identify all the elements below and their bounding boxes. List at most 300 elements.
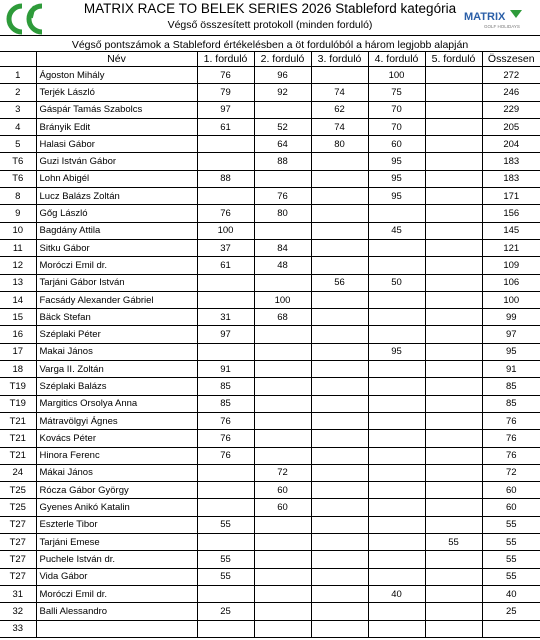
round-5-cell [425, 291, 482, 308]
rank-cell: T27 [0, 551, 36, 568]
round-3-cell: 74 [311, 84, 368, 101]
name-cell: Gőg László [36, 205, 197, 222]
round-3-cell [311, 170, 368, 187]
round-5-cell [425, 188, 482, 205]
round-4-cell [368, 395, 425, 412]
round-3-cell [311, 326, 368, 343]
round-1-cell: 76 [197, 412, 254, 429]
round-3-cell [311, 222, 368, 239]
round-1-cell [197, 499, 254, 516]
round-4-cell: 95 [368, 188, 425, 205]
round-4-cell: 75 [368, 84, 425, 101]
rank-cell: 32 [0, 603, 36, 620]
round-4-cell [368, 257, 425, 274]
round-1-cell: 100 [197, 222, 254, 239]
round-5-cell [425, 516, 482, 533]
round-1-cell: 76 [197, 205, 254, 222]
round-5-cell [425, 326, 482, 343]
round-5-cell [425, 222, 482, 239]
table-row [0, 482, 540, 499]
round-2-cell [254, 551, 311, 568]
table-row [0, 101, 540, 118]
round-3-cell [311, 620, 368, 637]
table-row [0, 291, 540, 308]
round-4-cell [368, 516, 425, 533]
name-cell: Gáspár Tamás Szabolcs [36, 101, 197, 118]
total-cell: 109 [482, 257, 540, 274]
total-cell: 76 [482, 447, 540, 464]
total-cell: 55 [482, 568, 540, 585]
round-4-cell [368, 620, 425, 637]
round-4-cell: 40 [368, 585, 425, 602]
rank-cell: 8 [0, 188, 36, 205]
rank-cell: 14 [0, 291, 36, 308]
round-1-cell: 97 [197, 101, 254, 118]
round-3-cell: 74 [311, 118, 368, 135]
name-cell: Facsády Alexander Gábriel [36, 291, 197, 308]
round-4-cell: 45 [368, 222, 425, 239]
round-2-cell [254, 170, 311, 187]
rank-cell: 11 [0, 239, 36, 256]
round-2-cell [254, 395, 311, 412]
page-title: MATRIX RACE TO BELEK SERIES 2026 Stableford kategória [83, 1, 457, 16]
round-4-cell [368, 499, 425, 516]
name-cell: Bagdány Attila [36, 222, 197, 239]
round-4-cell [368, 447, 425, 464]
round-3-cell [311, 412, 368, 429]
round-2-cell [254, 534, 311, 551]
name-cell: Moróczi Emil dr. [36, 585, 197, 602]
col-header-round-2: 2. forduló [254, 52, 311, 67]
round-5-cell [425, 378, 482, 395]
name-cell: Gyenes Anikó Katalin [36, 499, 197, 516]
round-3-cell [311, 291, 368, 308]
rank-cell: T27 [0, 534, 36, 551]
round-3-cell [311, 343, 368, 360]
round-4-cell [368, 534, 425, 551]
round-4-cell: 100 [368, 67, 425, 84]
round-5-cell [425, 482, 482, 499]
name-cell: Eszterle Tibor [36, 516, 197, 533]
total-cell: 25 [482, 603, 540, 620]
round-4-cell [368, 464, 425, 481]
round-1-cell [197, 153, 254, 170]
round-4-cell [368, 412, 425, 429]
round-1-cell: 76 [197, 447, 254, 464]
rank-cell: T25 [0, 482, 36, 499]
round-1-cell [197, 620, 254, 637]
name-cell: Lucz Balázs Zoltán [36, 188, 197, 205]
table-row [0, 326, 540, 343]
table-row [0, 170, 540, 187]
rank-cell: 3 [0, 101, 36, 118]
round-4-cell [368, 291, 425, 308]
name-cell: Lohn Abigél [36, 170, 197, 187]
round-1-cell: 37 [197, 239, 254, 256]
name-cell: Ágoston Mihály [36, 67, 197, 84]
round-5-cell [425, 309, 482, 326]
table-row [0, 118, 540, 135]
round-3-cell [311, 603, 368, 620]
round-4-cell [368, 551, 425, 568]
round-3-cell [311, 239, 368, 256]
round-2-cell: 84 [254, 239, 311, 256]
total-cell: 55 [482, 534, 540, 551]
round-3-cell [311, 585, 368, 602]
round-3-cell [311, 534, 368, 551]
round-1-cell: 25 [197, 603, 254, 620]
round-5-cell [425, 430, 482, 447]
round-4-cell: 95 [368, 343, 425, 360]
rank-cell: 33 [0, 620, 36, 637]
name-cell: Terjék László [36, 84, 197, 101]
round-3-cell: 56 [311, 274, 368, 291]
round-2-cell: 96 [254, 67, 311, 84]
round-2-cell [254, 222, 311, 239]
table-row [0, 205, 540, 222]
total-cell: 156 [482, 205, 540, 222]
table-row [0, 188, 540, 205]
table-row [0, 343, 540, 360]
table-row [0, 603, 540, 620]
rank-cell: T27 [0, 568, 36, 585]
rank-cell: 4 [0, 118, 36, 135]
rank-cell: 10 [0, 222, 36, 239]
round-3-cell [311, 67, 368, 84]
total-cell: 60 [482, 482, 540, 499]
name-cell: Hinora Ferenc [36, 447, 197, 464]
round-1-cell: 55 [197, 551, 254, 568]
table-header-row [0, 52, 540, 67]
round-3-cell [311, 447, 368, 464]
total-cell: 95 [482, 343, 540, 360]
page-subtitle: Végső összesített protokoll (minden forduló) [167, 19, 373, 31]
round-1-cell: 61 [197, 257, 254, 274]
name-cell: Moróczi Emil dr. [36, 257, 197, 274]
round-5-cell [425, 603, 482, 620]
name-cell: Margitics Orsolya Anna [36, 395, 197, 412]
name-cell: Halasi Gábor [36, 136, 197, 153]
name-cell: Tarjáni Gábor István [36, 274, 197, 291]
round-2-cell: 60 [254, 499, 311, 516]
rank-cell: T21 [0, 412, 36, 429]
table-row [0, 67, 540, 84]
rank-cell: T27 [0, 516, 36, 533]
total-cell: 55 [482, 516, 540, 533]
round-1-cell: 85 [197, 378, 254, 395]
table-row [0, 568, 540, 585]
round-2-cell: 48 [254, 257, 311, 274]
rank-cell: 31 [0, 585, 36, 602]
col-header-round-1: 1. forduló [197, 52, 254, 67]
rank-cell: 15 [0, 309, 36, 326]
round-3-cell [311, 257, 368, 274]
rank-cell: 2 [0, 84, 36, 101]
rank-cell: T19 [0, 395, 36, 412]
round-1-cell: 76 [197, 67, 254, 84]
round-1-cell: 55 [197, 516, 254, 533]
name-cell: Vida Gábor [36, 568, 197, 585]
name-cell: Balli Alessandro [36, 603, 197, 620]
table-row [0, 551, 540, 568]
round-2-cell: 100 [254, 291, 311, 308]
total-cell: 76 [482, 412, 540, 429]
round-1-cell: 31 [197, 309, 254, 326]
total-cell: 76 [482, 430, 540, 447]
round-5-cell [425, 412, 482, 429]
name-cell [36, 620, 197, 637]
round-2-cell [254, 568, 311, 585]
name-cell: Mátravölgyi Ágnes [36, 412, 197, 429]
total-cell: 183 [482, 153, 540, 170]
rank-cell: T21 [0, 430, 36, 447]
round-3-cell: 62 [311, 101, 368, 118]
round-5-cell [425, 447, 482, 464]
round-1-cell: 88 [197, 170, 254, 187]
total-cell: 85 [482, 378, 540, 395]
round-2-cell [254, 378, 311, 395]
round-2-cell [254, 101, 311, 118]
round-3-cell [311, 482, 368, 499]
name-cell: Kovács Péter [36, 430, 197, 447]
name-cell: Bäck Stefan [36, 309, 197, 326]
round-3-cell [311, 153, 368, 170]
round-2-cell [254, 430, 311, 447]
rank-cell: 17 [0, 343, 36, 360]
round-2-cell: 60 [254, 482, 311, 499]
table-row [0, 222, 540, 239]
round-5-cell [425, 343, 482, 360]
name-cell: Brányik Edit [36, 118, 197, 135]
rank-cell: T6 [0, 170, 36, 187]
name-cell: Széplaki Péter [36, 326, 197, 343]
rank-cell: 24 [0, 464, 36, 481]
round-4-cell: 60 [368, 136, 425, 153]
total-cell [482, 620, 540, 637]
header-divider [0, 35, 540, 36]
round-2-cell: 68 [254, 309, 311, 326]
table-row [0, 378, 540, 395]
total-cell: 55 [482, 551, 540, 568]
round-2-cell [254, 326, 311, 343]
round-3-cell [311, 568, 368, 585]
rank-cell: 9 [0, 205, 36, 222]
total-cell: 91 [482, 361, 540, 378]
total-cell: 171 [482, 188, 540, 205]
round-5-cell [425, 620, 482, 637]
round-1-cell: 85 [197, 395, 254, 412]
round-2-cell [254, 603, 311, 620]
name-cell: Mákai János [36, 464, 197, 481]
round-5-cell [425, 67, 482, 84]
table-row [0, 136, 540, 153]
round-5-cell [425, 568, 482, 585]
table-row [0, 534, 540, 551]
round-4-cell: 70 [368, 118, 425, 135]
name-cell: Puchele István dr. [36, 551, 197, 568]
results-table [0, 51, 540, 638]
total-cell: 145 [482, 222, 540, 239]
table-row [0, 361, 540, 378]
round-3-cell [311, 430, 368, 447]
round-2-cell [254, 447, 311, 464]
name-cell: Tarjáni Emese [36, 534, 197, 551]
round-1-cell [197, 482, 254, 499]
round-4-cell [368, 326, 425, 343]
rank-cell: 5 [0, 136, 36, 153]
round-2-cell: 72 [254, 464, 311, 481]
total-cell: 85 [482, 395, 540, 412]
table-row [0, 274, 540, 291]
table-row [0, 239, 540, 256]
total-cell: 106 [482, 274, 540, 291]
round-4-cell [368, 603, 425, 620]
name-cell: Varga II. Zoltán [36, 361, 197, 378]
round-2-cell: 92 [254, 84, 311, 101]
round-5-cell [425, 274, 482, 291]
total-cell: 99 [482, 309, 540, 326]
round-4-cell [368, 205, 425, 222]
round-1-cell: 55 [197, 568, 254, 585]
total-cell: 205 [482, 118, 540, 135]
round-1-cell [197, 291, 254, 308]
round-5-cell [425, 239, 482, 256]
rank-cell: T21 [0, 447, 36, 464]
rank-cell: 16 [0, 326, 36, 343]
col-header-round-4: 4. forduló [368, 52, 425, 67]
round-3-cell [311, 378, 368, 395]
round-4-cell [368, 568, 425, 585]
round-1-cell [197, 136, 254, 153]
name-cell: Rócza Gábor György [36, 482, 197, 499]
svg-text:MATRIX: MATRIX [464, 11, 506, 23]
round-1-cell: 91 [197, 361, 254, 378]
total-cell: 204 [482, 136, 540, 153]
col-header-total: Összesen [482, 52, 540, 67]
round-2-cell: 88 [254, 153, 311, 170]
round-5-cell [425, 170, 482, 187]
round-1-cell [197, 343, 254, 360]
col-header-round-5: 5. forduló [425, 52, 482, 67]
table-row [0, 447, 540, 464]
round-1-cell: 61 [197, 118, 254, 135]
table-row [0, 464, 540, 481]
round-2-cell: 80 [254, 205, 311, 222]
table-row [0, 257, 540, 274]
round-4-cell [368, 482, 425, 499]
total-cell: 272 [482, 67, 540, 84]
round-1-cell [197, 274, 254, 291]
round-5-cell [425, 464, 482, 481]
round-4-cell [368, 430, 425, 447]
col-header-name: Név [36, 52, 197, 67]
round-5-cell [425, 205, 482, 222]
round-1-cell [197, 464, 254, 481]
total-cell: 72 [482, 464, 540, 481]
round-2-cell [254, 412, 311, 429]
table-row [0, 499, 540, 516]
round-2-cell [254, 585, 311, 602]
table-row [0, 585, 540, 602]
round-5-cell [425, 257, 482, 274]
total-cell: 246 [482, 84, 540, 101]
round-4-cell [368, 239, 425, 256]
rank-cell: 18 [0, 361, 36, 378]
round-4-cell [368, 361, 425, 378]
round-5-cell [425, 118, 482, 135]
round-4-cell: 95 [368, 170, 425, 187]
table-row [0, 309, 540, 326]
table-row [0, 153, 540, 170]
round-2-cell [254, 516, 311, 533]
name-cell: Guzi István Gábor [36, 153, 197, 170]
round-1-cell [197, 188, 254, 205]
round-5-cell [425, 84, 482, 101]
round-2-cell [254, 274, 311, 291]
round-5-cell [425, 499, 482, 516]
round-3-cell [311, 499, 368, 516]
rank-cell: T25 [0, 499, 36, 516]
total-cell: 97 [482, 326, 540, 343]
round-3-cell [311, 395, 368, 412]
table-row [0, 516, 540, 533]
table-row [0, 84, 540, 101]
round-5-cell [425, 153, 482, 170]
round-3-cell [311, 516, 368, 533]
round-5-cell [425, 361, 482, 378]
col-header-round-3: 3. forduló [311, 52, 368, 67]
rank-cell: 1 [0, 67, 36, 84]
table-row [0, 620, 540, 637]
round-2-cell [254, 361, 311, 378]
round-4-cell [368, 378, 425, 395]
round-4-cell: 70 [368, 101, 425, 118]
round-5-cell [425, 395, 482, 412]
table-row [0, 412, 540, 429]
round-2-cell: 52 [254, 118, 311, 135]
name-cell: Sitku Gábor [36, 239, 197, 256]
round-2-cell: 76 [254, 188, 311, 205]
round-1-cell: 76 [197, 430, 254, 447]
round-3-cell: 80 [311, 136, 368, 153]
round-2-cell [254, 620, 311, 637]
round-5-cell [425, 551, 482, 568]
rank-cell: 12 [0, 257, 36, 274]
table-row [0, 430, 540, 447]
round-4-cell: 95 [368, 153, 425, 170]
round-5-cell [425, 585, 482, 602]
name-cell: Széplaki Balázs [36, 378, 197, 395]
round-5-cell [425, 101, 482, 118]
rank-cell: 13 [0, 274, 36, 291]
svg-text:GOLF HOLIDAYS: GOLF HOLIDAYS [484, 24, 520, 29]
round-1-cell: 97 [197, 326, 254, 343]
total-cell: 121 [482, 239, 540, 256]
round-3-cell [311, 361, 368, 378]
total-cell: 60 [482, 499, 540, 516]
total-cell: 100 [482, 291, 540, 308]
col-header-rank [0, 52, 36, 67]
round-1-cell [197, 585, 254, 602]
round-3-cell [311, 188, 368, 205]
total-cell: 183 [482, 170, 540, 187]
round-3-cell [311, 464, 368, 481]
round-3-cell [311, 205, 368, 222]
rank-cell: T19 [0, 378, 36, 395]
round-2-cell [254, 343, 311, 360]
round-3-cell [311, 551, 368, 568]
table-row [0, 395, 540, 412]
